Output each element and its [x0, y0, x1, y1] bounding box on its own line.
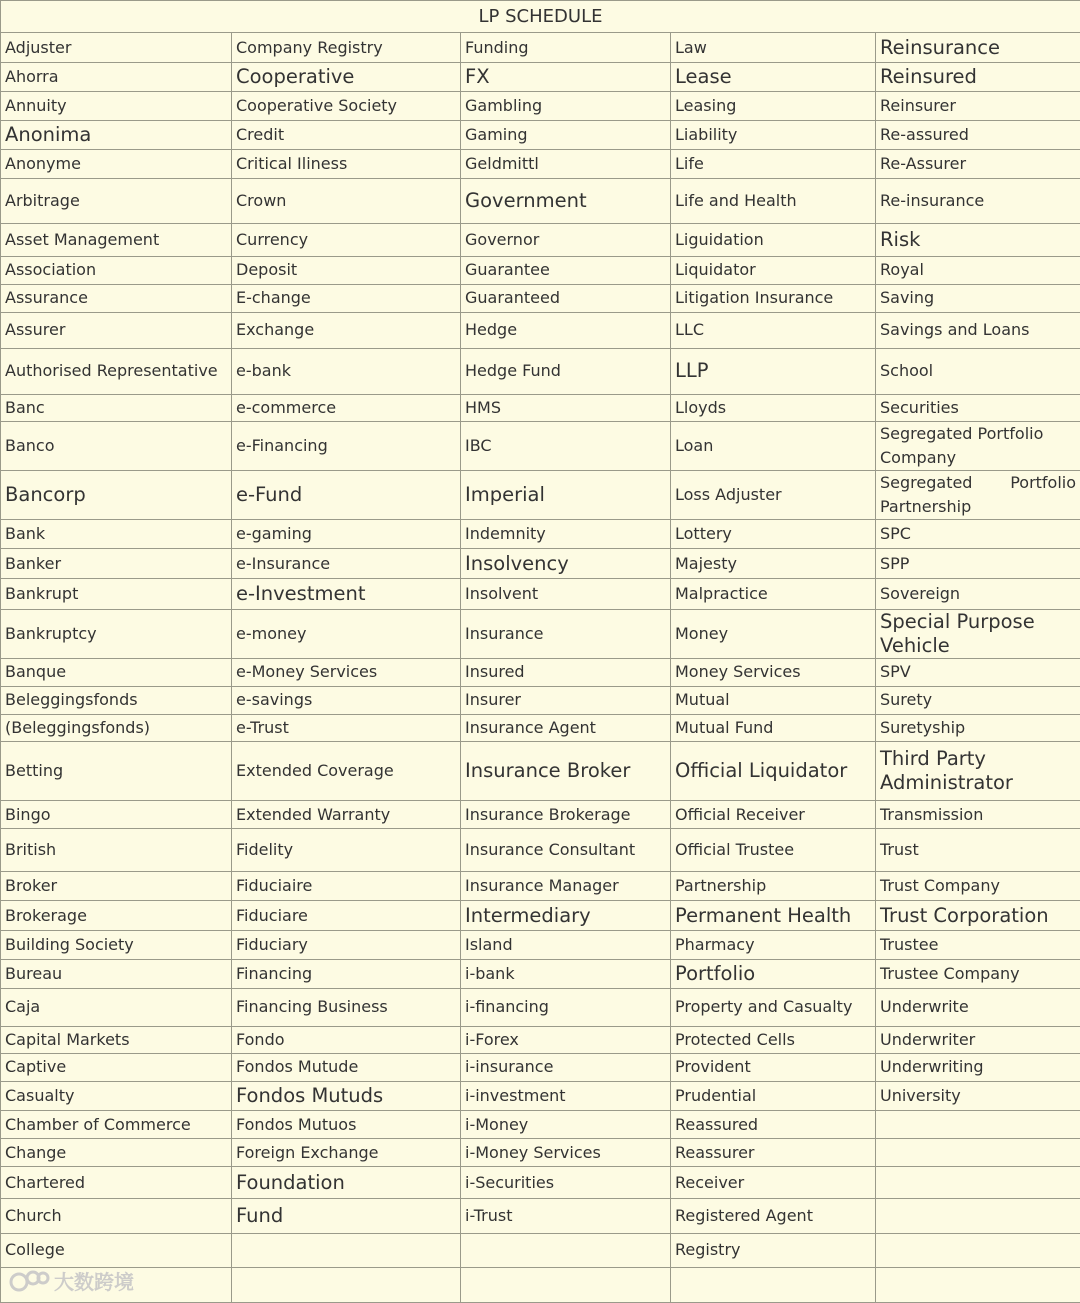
table-cell: Reinsurance	[876, 33, 1080, 63]
table-cell: Gambling	[461, 92, 671, 121]
table-cell: Extended Coverage	[232, 742, 461, 801]
table-row	[1, 959, 1080, 988]
table-cell: Insurance	[461, 609, 671, 658]
table-cell: Guarantee	[461, 256, 671, 284]
table-cell: Law	[671, 33, 876, 63]
table-title: LP SCHEDULE	[1, 1, 1080, 33]
table-cell: Mutual Fund	[671, 714, 876, 741]
table-cell: Mutual	[671, 686, 876, 714]
table-cell: Bank	[1, 520, 232, 549]
table-cell: Annuity	[1, 92, 232, 121]
table-row	[1, 658, 1080, 686]
table-row	[1, 1234, 1080, 1267]
table-cell	[876, 1234, 1080, 1267]
table-cell: Gaming	[461, 121, 671, 150]
table-cell: Money Services	[671, 658, 876, 686]
table-cell: Governor	[461, 223, 671, 256]
table-row	[1, 1267, 1080, 1303]
table-row	[1, 312, 1080, 348]
table-cell: i-Trust	[461, 1199, 671, 1234]
table-cell: Trustee	[876, 930, 1080, 959]
table-cell: Fondos Mutuds	[232, 1081, 461, 1110]
table-cell: Betting	[1, 742, 232, 801]
table-cell: Securities	[876, 395, 1080, 422]
table-cell: Majesty	[671, 549, 876, 578]
table-cell: Partnership	[671, 872, 876, 901]
table-cell	[461, 1234, 671, 1267]
table-cell: Bureau	[1, 959, 232, 988]
table-cell: Currency	[232, 223, 461, 256]
table-cell: Capital Markets	[1, 1026, 232, 1053]
table-cell: Financing Business	[232, 988, 461, 1026]
table-row	[1, 348, 1080, 394]
table-cell: i-Securities	[461, 1167, 671, 1199]
table-cell: Money	[671, 609, 876, 658]
table-cell: Intermediary	[461, 901, 671, 930]
table-cell	[876, 1199, 1080, 1234]
table-cell: Fund	[232, 1199, 461, 1234]
table-row	[1, 395, 1080, 422]
table-cell: i-bank	[461, 959, 671, 988]
table-cell: Fondos Mutude	[232, 1053, 461, 1081]
table-cell: Credit	[232, 121, 461, 150]
table-cell: Litigation Insurance	[671, 284, 876, 312]
table-cell: i-Money Services	[461, 1139, 671, 1167]
table-cell: Trust Corporation	[876, 901, 1080, 930]
table-cell: Insurance Brokerage	[461, 801, 671, 829]
table-row	[1, 121, 1080, 150]
table-cell: Critical Iliness	[232, 150, 461, 179]
table-cell: Special Purpose Vehicle	[876, 609, 1080, 658]
table-cell: Funding	[461, 33, 671, 63]
table-cell: Leasing	[671, 92, 876, 121]
table-cell: Banc	[1, 395, 232, 422]
table-cell: Trust	[876, 829, 1080, 872]
table-cell	[461, 1267, 671, 1303]
table-row	[1, 829, 1080, 872]
table-cell	[876, 1267, 1080, 1303]
table-cell: Insured	[461, 658, 671, 686]
table-row	[1, 223, 1080, 256]
table-cell: Saving	[876, 284, 1080, 312]
table-cell: Government	[461, 179, 671, 223]
table-cell: School	[876, 348, 1080, 394]
table-cell: Registered Agent	[671, 1199, 876, 1234]
table-cell: Suretyship	[876, 714, 1080, 741]
table-row	[1, 686, 1080, 714]
table-cell: Risk	[876, 223, 1080, 256]
table-cell	[876, 1111, 1080, 1139]
table-row	[1, 872, 1080, 901]
table-cell	[671, 1267, 876, 1303]
table-cell: Church	[1, 1199, 232, 1234]
table-row	[1, 1167, 1080, 1199]
table-cell: Imperial	[461, 471, 671, 520]
table-cell: i-investment	[461, 1081, 671, 1110]
table-cell: Bankrupt	[1, 578, 232, 609]
table-cell: Foundation	[232, 1167, 461, 1199]
table-cell: Segregated Portfolio Company	[876, 422, 1080, 471]
table-cell: Assurer	[1, 312, 232, 348]
table-row	[1, 150, 1080, 179]
table-cell: Third Party Administrator	[876, 742, 1080, 801]
table-cell: Cooperative	[232, 63, 461, 92]
table-cell: i-Money	[461, 1111, 671, 1139]
table-cell: Company Registry	[232, 33, 461, 63]
table-cell: Re-Assurer	[876, 150, 1080, 179]
table-cell: Chartered	[1, 1167, 232, 1199]
table-row	[1, 179, 1080, 223]
table-row	[1, 284, 1080, 312]
table-cell	[232, 1234, 461, 1267]
table-cell: e-Investment	[232, 578, 461, 609]
table-cell: Beleggingsfonds	[1, 686, 232, 714]
table-row	[1, 63, 1080, 92]
table-cell: Adjuster	[1, 33, 232, 63]
table-cell: e-bank	[232, 348, 461, 394]
table-cell	[876, 1167, 1080, 1199]
table-cell: Fondos Mutuos	[232, 1111, 461, 1139]
table-row	[1, 742, 1080, 801]
table-cell: Transmission	[876, 801, 1080, 829]
table-cell: i-Forex	[461, 1026, 671, 1053]
table-cell: Banque	[1, 658, 232, 686]
table-cell	[232, 1267, 461, 1303]
table-cell: Loan	[671, 422, 876, 471]
table-row	[1, 988, 1080, 1026]
table-cell: e-Financing	[232, 422, 461, 471]
table-cell: LLP	[671, 348, 876, 394]
table-cell: Royal	[876, 256, 1080, 284]
table-cell: HMS	[461, 395, 671, 422]
table-cell: Authorised Representative	[1, 348, 232, 394]
table-cell: Provident	[671, 1053, 876, 1081]
table-cell: e-gaming	[232, 520, 461, 549]
table-cell: Casualty	[1, 1081, 232, 1110]
table-cell: Life and Health	[671, 179, 876, 223]
table-cell: Underwriting	[876, 1053, 1080, 1081]
table-cell: Reinsurer	[876, 92, 1080, 121]
table-row	[1, 256, 1080, 284]
table-cell: SPC	[876, 520, 1080, 549]
table-cell: Pharmacy	[671, 930, 876, 959]
table-cell: Lease	[671, 63, 876, 92]
table-cell: Anonima	[1, 121, 232, 150]
table-row	[1, 901, 1080, 930]
table-cell: Brokerage	[1, 901, 232, 930]
table-cell: Building Society	[1, 930, 232, 959]
table-cell: Malpractice	[671, 578, 876, 609]
table-cell: Liguidation	[671, 223, 876, 256]
table-cell: Trustee Company	[876, 959, 1080, 988]
table-row	[1, 92, 1080, 121]
table-row	[1, 1139, 1080, 1167]
table-cell: e-savings	[232, 686, 461, 714]
table-cell: Prudential	[671, 1081, 876, 1110]
table-cell: e-Money Services	[232, 658, 461, 686]
table-cell: Protected Cells	[671, 1026, 876, 1053]
table-cell: University	[876, 1081, 1080, 1110]
table-row	[1, 33, 1080, 63]
table-cell: Liquidator	[671, 256, 876, 284]
table-cell: E-change	[232, 284, 461, 312]
table-row	[1, 1053, 1080, 1081]
table-cell: Banco	[1, 422, 232, 471]
table-row	[1, 930, 1080, 959]
table-cell: SPP	[876, 549, 1080, 578]
table-row	[1, 1111, 1080, 1139]
table-cell: SPV	[876, 658, 1080, 686]
table-cell: LLC	[671, 312, 876, 348]
table-cell: Life	[671, 150, 876, 179]
table-cell: British	[1, 829, 232, 872]
table-cell: Re-assured	[876, 121, 1080, 150]
table-cell: i-financing	[461, 988, 671, 1026]
table-row	[1, 1199, 1080, 1234]
table-cell: Hedge Fund	[461, 348, 671, 394]
table-cell: Ahorra	[1, 63, 232, 92]
table-cell: Insurance Manager	[461, 872, 671, 901]
table-cell: Change	[1, 1139, 232, 1167]
watermark-icon	[8, 1268, 50, 1294]
table-cell: Association	[1, 256, 232, 284]
table-cell: Anonyme	[1, 150, 232, 179]
table-cell: Chamber of Commerce	[1, 1111, 232, 1139]
table-cell: Receiver	[671, 1167, 876, 1199]
table-cell: (Beleggingsfonds)	[1, 714, 232, 741]
table-cell	[876, 1139, 1080, 1167]
table-cell: i-insurance	[461, 1053, 671, 1081]
table-cell: Registry	[671, 1234, 876, 1267]
table-cell: e-commerce	[232, 395, 461, 422]
table-cell: Broker	[1, 872, 232, 901]
table-cell: Hedge	[461, 312, 671, 348]
table-cell: Geldmittl	[461, 150, 671, 179]
table-row	[1, 549, 1080, 578]
table-cell: Liability	[671, 121, 876, 150]
table-cell: Property and Casualty	[671, 988, 876, 1026]
table-cell: Exchange	[232, 312, 461, 348]
table-cell: Re-insurance	[876, 179, 1080, 223]
table-cell: Cooperative Society	[232, 92, 461, 121]
table-cell: Bancorp	[1, 471, 232, 520]
watermark-text: 大数跨境	[54, 1270, 134, 1294]
table-cell: e-money	[232, 609, 461, 658]
table-cell: Insurance Agent	[461, 714, 671, 741]
table-cell: Fiduciaire	[232, 872, 461, 901]
table-cell: Underwrite	[876, 988, 1080, 1026]
table-cell: Arbitrage	[1, 179, 232, 223]
table-cell: Official Trustee	[671, 829, 876, 872]
table-cell: Bankruptcy	[1, 609, 232, 658]
table-row	[1, 1081, 1080, 1110]
table-cell: Insurance Broker	[461, 742, 671, 801]
table-cell: e-Insurance	[232, 549, 461, 578]
table-row	[1, 609, 1080, 658]
table-cell: IBC	[461, 422, 671, 471]
table-row	[1, 422, 1080, 471]
table-cell: Financing	[232, 959, 461, 988]
table-cell: Island	[461, 930, 671, 959]
table-cell: Trust Company	[876, 872, 1080, 901]
table-cell: e-Trust	[232, 714, 461, 741]
table-cell: Official Liquidator	[671, 742, 876, 801]
table-cell: Loss Adjuster	[671, 471, 876, 520]
table-cell: Banker	[1, 549, 232, 578]
watermark-logo	[8, 1266, 134, 1295]
table-cell: Bingo	[1, 801, 232, 829]
table-row	[1, 1026, 1080, 1053]
table-cell: Segregated Portfolio Partnership	[876, 471, 1080, 520]
table-cell: e-Fund	[232, 471, 461, 520]
table-cell: Insolvency	[461, 549, 671, 578]
table-cell: Reassurer	[671, 1139, 876, 1167]
table-cell: Asset Management	[1, 223, 232, 256]
table-cell: Underwriter	[876, 1026, 1080, 1053]
table-cell: Sovereign	[876, 578, 1080, 609]
table-cell: Captive	[1, 1053, 232, 1081]
table-cell: Insolvent	[461, 578, 671, 609]
table-cell: Reinsured	[876, 63, 1080, 92]
table-cell: Permanent Health	[671, 901, 876, 930]
table-cell: Insurer	[461, 686, 671, 714]
table-cell: Fiduciary	[232, 930, 461, 959]
table-cell: College	[1, 1234, 232, 1267]
table-cell: Deposit	[232, 256, 461, 284]
table-row	[1, 471, 1080, 520]
table-cell: FX	[461, 63, 671, 92]
table-cell: Reassured	[671, 1111, 876, 1139]
table-row	[1, 801, 1080, 829]
table-cell: Fiduciare	[232, 901, 461, 930]
table-cell: Surety	[876, 686, 1080, 714]
table-cell: Assurance	[1, 284, 232, 312]
table-cell: Caja	[1, 988, 232, 1026]
table-cell: Portfolio	[671, 959, 876, 988]
table-row	[1, 520, 1080, 549]
table-cell: Fidelity	[232, 829, 461, 872]
table-cell: Lottery	[671, 520, 876, 549]
table-cell: Lloyds	[671, 395, 876, 422]
table-cell: Crown	[232, 179, 461, 223]
table-cell: Official Receiver	[671, 801, 876, 829]
table-cell: Foreign Exchange	[232, 1139, 461, 1167]
table-row	[1, 578, 1080, 609]
table-cell: Extended Warranty	[232, 801, 461, 829]
table-cell: Indemnity	[461, 520, 671, 549]
table-cell: Insurance Consultant	[461, 829, 671, 872]
table-row	[1, 714, 1080, 741]
table-cell: Guaranteed	[461, 284, 671, 312]
table-cell: Fondo	[232, 1026, 461, 1053]
table-cell: Savings and Loans	[876, 312, 1080, 348]
